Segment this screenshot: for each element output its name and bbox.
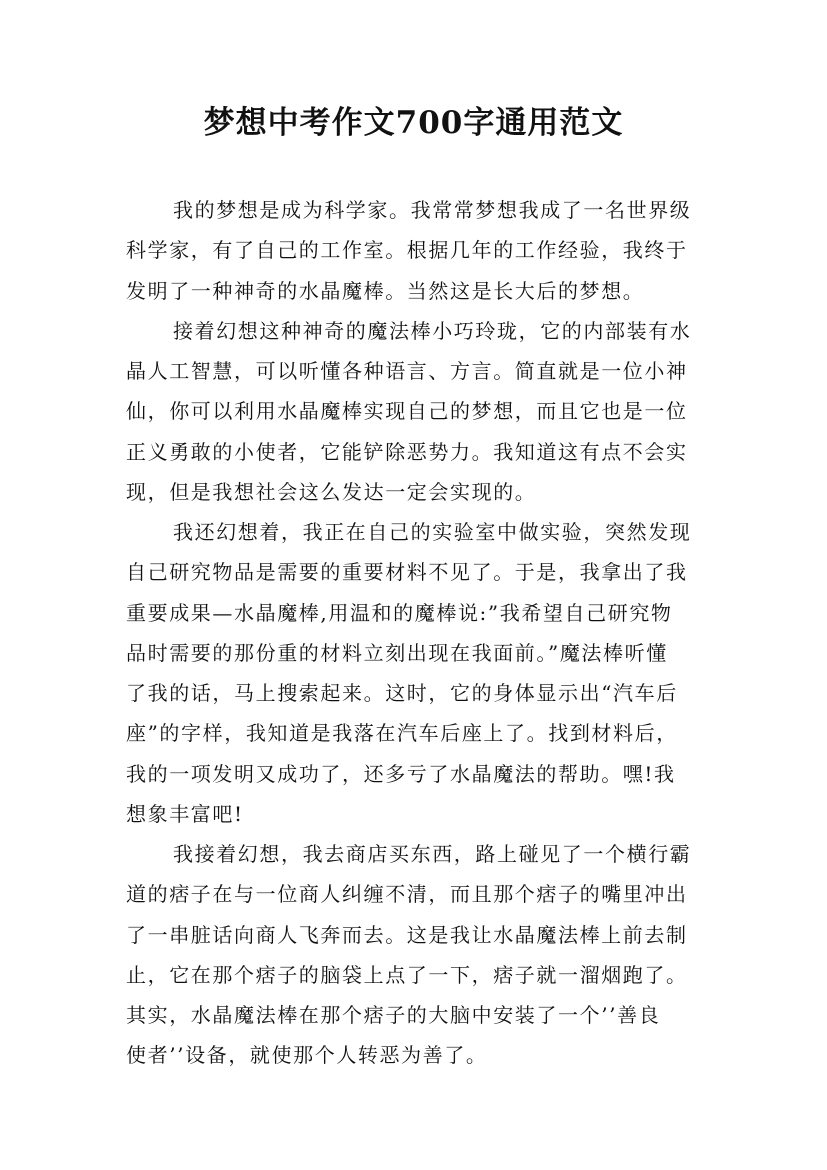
text-line: 仙，你可以利用水晶魔棒实现自己的梦想，而且它也是一位 xyxy=(126,399,688,424)
text-line: 止，它在那个痞子的脑袋上点了一下，痞子就一溜烟跑了。 xyxy=(126,962,688,987)
text-line: 其实，水晶魔法棒在那个痞子的大脑中安装了一个’’善良 xyxy=(126,1003,661,1027)
text-line: 我的一项发明又成功了，还多亏了水晶魔法的帮助。嘿!我 xyxy=(126,761,676,786)
text-line: 自己研究物品是需要的重要材料不见了。于是，我拿出了我 xyxy=(126,560,688,585)
text-line: 品时需要的那份重的材料立刻出现在我面前。”魔法棒听懂 xyxy=(126,640,668,665)
text-line: 科学家，有了自己的工作室。根据几年的工作经验，我终于 xyxy=(126,238,688,263)
text-line: 想象丰富吧! xyxy=(126,801,244,826)
text-line: 发明了一种神奇的水晶魔棒。当然这是长大后的梦想。 xyxy=(126,278,645,303)
text-line: 我的梦想是成为科学家。我常常梦想我成了一名世界级 xyxy=(173,198,692,222)
text-line: 我接着幻想，我去商店买东西，路上碰见了一个横行霸 xyxy=(173,842,692,866)
text-line: 正义勇敢的小使者，它能铲除恶势力。我知道这有点不会实 xyxy=(126,439,688,464)
text-line: 座”的字样，我知道是我落在汽车后座上了。找到材料后， xyxy=(126,721,678,746)
text-line: 了一串脏话向商人飞奔而去。这是我让水晶魔法棒上前去制 xyxy=(126,922,688,947)
text-line: 道的痞子在与一位商人纠缠不清，而且那个痞子的嘴里冲出 xyxy=(126,882,688,907)
text-line: 现，但是我想社会这么发达一定会实现的。 xyxy=(126,479,537,504)
text-line: 了我的话，马上搜索起来。这时，它的身体显示出“汽车后 xyxy=(126,681,678,705)
text-line: 我还幻想着，我正在自己的实验室中做实验，突然发现 xyxy=(173,520,692,544)
text-line: 晶人工智慧，可以听懂各种语言、方言。简直就是一位小神 xyxy=(126,359,688,383)
text-line: 使者’’设备，就使那个人转恶为善了。 xyxy=(126,1043,488,1068)
document-body xyxy=(126,190,716,1076)
text-line: 重要成果—水晶魔棒,用温和的魔棒说:”我希望自己研究物 xyxy=(126,600,673,625)
text-line: 接着幻想这种神奇的魔法棒小巧玲珑，它的内部装有水 xyxy=(173,318,692,343)
document-title: 梦想中考作文700字通用范文 xyxy=(203,105,624,141)
